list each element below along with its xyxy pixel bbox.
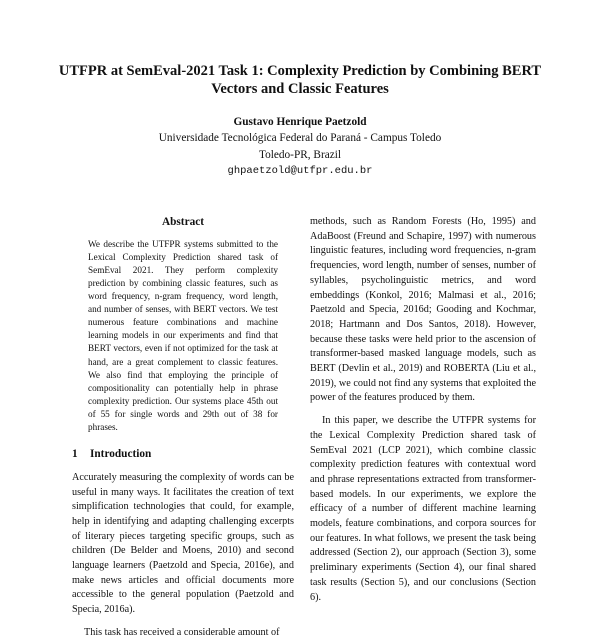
right-paragraph-1: methods, such as Random Forests (Ho, 1995) and AdaBoost (Freund and Schapire, 1997) with numerous linguistic features, including word frequencies, n-gram frequencies, word length, number of senses, number of syllables, psycholinguistic metrics, and word embeddings (Konkol, 2016; Malmasi et al., 2016; Paetzold and Specia, 2016d; Gooding and Kochmar, 2018; Hartmann and Dos Santos, 2018). However, because these tasks were held prior to the ascension of transformer-based masked language models, such as BERT (Devlin et al., 2019) and ROBERTA (Liu et al., 2019), we could not find any systems that exploited the power of the features produced by them. xyxy=(310,216,536,404)
right-column xyxy=(310,215,536,605)
author-block xyxy=(40,114,560,179)
author-affiliation: Universidade Tecnológica Federal do Paraná - Campus Toledo xyxy=(158,132,442,145)
right-paragraph-2: In this paper, we describe the UTFPR systems for the Lexical Complexity Prediction shared task of SemEval 2021 (LCP 2021), which combine classic complexity prediction features with contextual word and phrase representations extracted from transformer-based models. In our experiments, we explore the efficacy of a number of different machine learning models, feature combinations, and corpora sources for our features. In what follows, we present the task being addressed (Section 2), our approach (Section 3), some preliminary experiments (Section 4), our final shared task results (Section 5), and our conclusions (Section 6). xyxy=(310,415,536,603)
section-title: Introduction xyxy=(90,448,152,461)
abstract-heading: Abstract xyxy=(161,216,205,228)
paper-title: UTFPR at SemEval-2021 Task 1: Complexity Prediction by Combining BERT Vectors and Classic Features xyxy=(58,63,542,97)
section-heading-introduction xyxy=(72,447,294,462)
intro-paragraph-2: This task has received a considerable amount of xyxy=(84,626,280,638)
abstract-text: We describe the UTFPR systems submitted to the Lexical Complexity Prediction shared task of SemEval 2021. They perform complexity prediction by combining classic features, such as word frequency, n-gram frequency, word length, and number of senses, with BERT vectors. We test numerous feature combinations and machine learning models in our experiments and find that BERT vectors, even if not optimized for the task at hand, are a great complement to classic features. We also find that employing the principle of compositionality can potentially help in phrase complexity prediction. Our systems place 45th out of 55 for single words and 29th out of 38 for phrases. xyxy=(88,238,278,433)
author-name: Gustavo Henrique Paetzold xyxy=(233,116,367,128)
section-number: 1 xyxy=(72,448,78,461)
author-location: Toledo-PR, Brazil xyxy=(258,148,342,161)
intro-paragraph-1: Accurately measuring the complexity of words can be useful in many ways. It facilitates the creation of text simplification technologies that could, for example, help in identifying and adapting challenging excerpts of literary pieces targeting specific groups, such as children (De Belder and Moens, 2010) and second language learners (Paetzold and Specia, 2016e), and make news articles and official documents more accessible to the general population (Paetzold and Specia, 2016a). xyxy=(72,471,294,616)
author-email: ghpaetzold@utfpr.edu.br xyxy=(227,164,373,177)
left-column xyxy=(72,215,294,641)
